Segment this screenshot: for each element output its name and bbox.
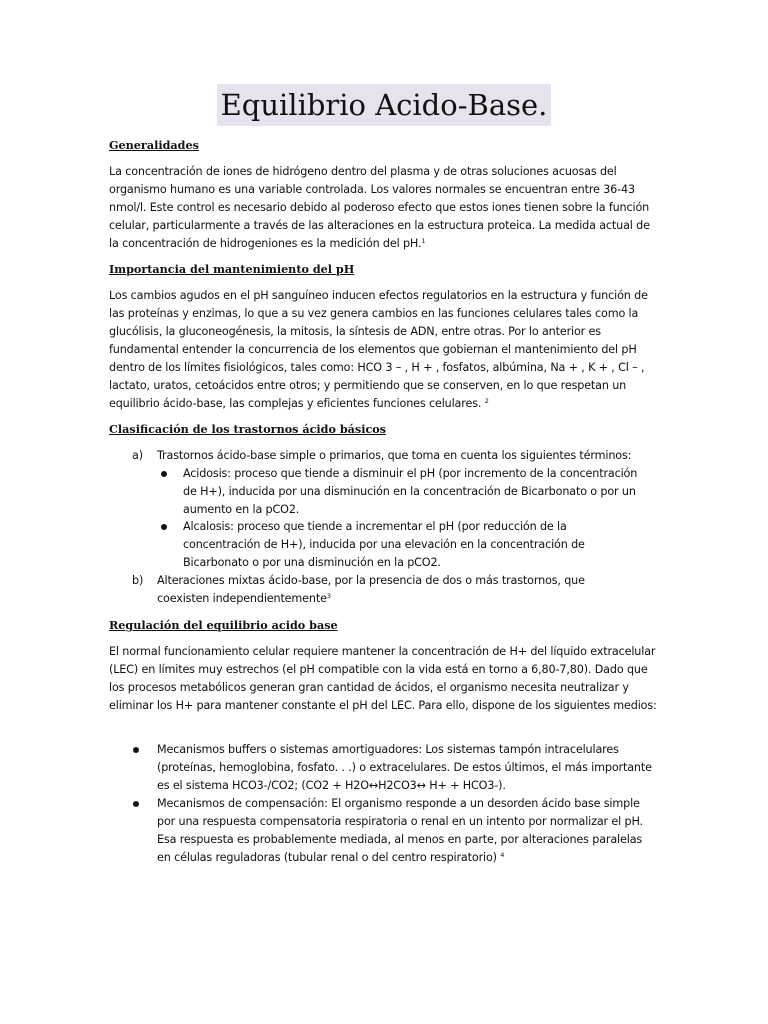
list-item-buffers: Mecanismos buffers o sistemas amortiguadores: Los sistemas tampón intracelulares (proteínas, hemoglobina, fosfato. . .) o extracelulares. De estos últimos, el más importante es el sistema HCO3-/CO2; (CO2 + H2O↔H2CO3↔ H+ + HCO3-). (157, 741, 657, 795)
heading-generalidades: Generalidades (109, 138, 199, 152)
footnote-4: 4 (500, 851, 505, 859)
list-item-a: a) Trastornos ácido-base simple o primarios, que toma en cuenta los siguientes términos: (157, 447, 660, 465)
bullet-icon (133, 801, 139, 807)
bullet-icon (133, 747, 139, 753)
list-item-b: b) Alteraciones mixtas ácido-base, por la presencia de dos o más trastornos, que coexisten independientemente$^3$ (132, 574, 585, 605)
footnote-2: 2 (484, 397, 489, 405)
bullet-icon (161, 471, 167, 477)
bullet-icon (161, 524, 167, 530)
paragraph-generalidades: La concentración de iones de hidrógeno dentro del plasma y de otras soluciones acuosas del organismo humano es una variable controlada. Los valores normales se encuentran entre 36-43 nmol/l. Este control es necesario debido al poderoso efecto que estos iones tienen sobre la función celular, particularmente a través de las alteraciones en la estructura proteica. La medida actual de la concentración de hidrogeniones es la medición del pH.$^1$ (109, 165, 650, 250)
list-marker-a: a) (132, 449, 143, 462)
heading-importancia: Importancia del mantenimiento del pH (109, 262, 355, 276)
list-item-acidosis: Acidosis: proceso que tiende a disminuir el pH (por incremento de la concentración de H+), inducida por una disminución en la concentración de Bicarbonato o por un aumento en la pCO2. (183, 465, 643, 519)
paragraph-importancia: Los cambios agudos en el pH sanguíneo inducen efectos regulatorios en la estructura y función de las proteínas y enzimas, lo que a su vez genera cambios en las funciones celulares tales como la glucólisis, la gluconeogénesis, la mitosis, la síntesis de ADN, entre otras. Por lo anterior es fundamental entender la concurrencia de los elementos que gobiernan el mantenimiento del pH dentro de los límites fisiológicos, tales como: HCO 3 – , H + , fosfatos, albúmina, Na + , K + , Cl – , lactato, uratos, cetoácidos entre otros; y permitiendo que se conserven, en lo que respetan un equilibrio ácido-base, las complejas y eficientes funciones celulares. $^2$ (109, 289, 648, 410)
list-item-alcalosis: Alcalosis: proceso que tiende a incrementar el pH (por reducción de la concentración de H+), inducida por una elevación en la concentración de Bicarbonato o por una disminución en la pCO2. (183, 518, 643, 572)
document-title: Equilibrio Acido-Base. (217, 84, 551, 126)
list-item-compensacion: Mecanismos de compensación: El organismo responde a un desorden ácido base simple por una respuesta compensatoria respiratoria o renal en un intento por normalizar el pH. Esa respuesta es probablemente mediada, al menos en parte, por alteraciones paralelas en células reguladoras (tubular renal o del centro respiratorio) $^4$ (157, 795, 657, 867)
heading-clasificacion: Clasificación de los trastornos ácido básicos (109, 422, 387, 436)
footnote-1: 1 (421, 237, 426, 245)
footnote-3: 3 (326, 592, 331, 600)
list-marker-b: b) (132, 574, 144, 587)
heading-regulacion: Regulación del equilibrio acido base (109, 618, 338, 632)
paragraph-regulacion: El normal funcionamiento celular requiere mantener la concentración de H+ del líquido extracelular (LEC) en límites muy estrechos (el pH compatible con la vida está en torno a 6,80-7,80). Dado que los procesos metabólicos generan gran cantidad de ácidos, el organismo necesita neutralizar y eliminar los H+ para mantener constante el pH del LEC. Para ello, dispone de los siguientes medios: (109, 645, 657, 712)
